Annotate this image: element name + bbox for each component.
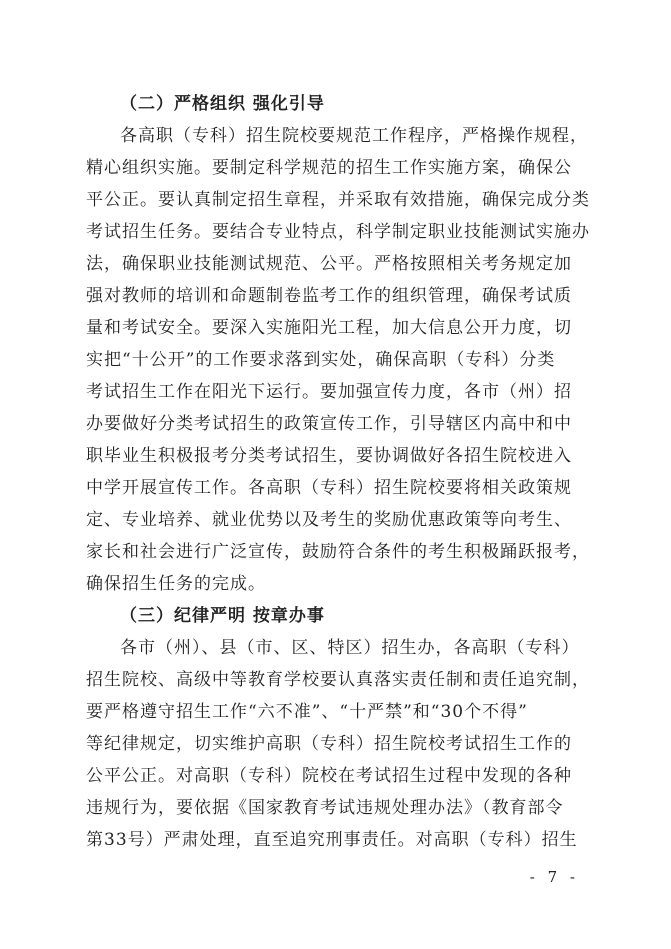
paragraph-line: 职毕业生积极报考分类考试招生，要协调做好各招生院校进入 [86, 446, 572, 466]
paragraph-line: 考试招生任务。要结合专业特点，科学制定职业技能测试实施办 [86, 222, 590, 242]
paragraph-line: 实把“十公开”的工作要求落到实处，确保高职（专科）分类 [86, 350, 556, 370]
paragraph-line: 家长和社会进行广泛宣传，鼓励符合条件的考生积极踊跃报考， [86, 542, 590, 562]
paragraph-line: 招生院校、高级中等教育学校要认真落实责任制和责任追究制， [86, 670, 590, 690]
paragraph-line: 各高职（专科）招生院校要规范工作程序，严格操作规程， [120, 126, 588, 146]
paragraph-line: 确保招生任务的完成。 [86, 574, 266, 594]
paragraph-line: 精心组织实施。要制定科学规范的招生工作实施方案，确保公 [86, 158, 572, 178]
paragraph-line: 平公正。要认真制定招生章程，并采取有效措施，确保完成分类 [86, 190, 590, 210]
paragraph-line: 办要做好分类考试招生的政策宣传工作，引导辖区内高中和中 [86, 414, 572, 434]
paragraph-line: 违规行为，要依据《国家教育考试违规处理办法》（教育部令 [86, 798, 564, 818]
document-body [86, 88, 590, 856]
section-heading-3: （三）纪律严明 按章办事 [120, 606, 325, 626]
paragraph-line: 第33号）严肃处理，直至追究刑事责任。对高职（专科）招生 [86, 830, 578, 850]
paragraph-line: 考试招生工作在阳光下运行。要加强宣传力度，各市（州）招 [86, 382, 572, 402]
paragraph-line: 等纪律规定，切实维护高职（专科）招生院校考试招生工作的 [86, 734, 572, 754]
page-number: - 7 - [529, 868, 579, 886]
paragraph-line: 法，确保职业技能测试规范、公平。严格按照相关考务规定加 [86, 254, 572, 274]
paragraph-line: 各市（州）、县（市、区、特区）招生办，各高职（专科） [120, 638, 580, 658]
paragraph-line: 量和考试安全。要深入实施阳光工程，加大信息公开力度，切 [86, 318, 572, 338]
paragraph-line: 中学开展宣传工作。各高职（专科）招生院校要将相关政策规 [86, 478, 572, 498]
paragraph-line: 要严格遵守招生工作“六不准”、“十严禁”和“30个不得” [86, 702, 528, 722]
section-2-paragraph [86, 120, 590, 600]
paragraph-line: 公平公正。对高职（专科）院校在考试招生过程中发现的各种 [86, 766, 572, 786]
paragraph-line: 强对教师的培训和命题制卷监考工作的组织管理，确保考试质 [86, 286, 572, 306]
paragraph-line: 定、专业培养、就业优势以及考生的奖励优惠政策等向考生、 [86, 510, 572, 530]
section-3-paragraph [86, 632, 590, 856]
section-heading-2: （二）严格组织 强化引导 [120, 94, 325, 114]
